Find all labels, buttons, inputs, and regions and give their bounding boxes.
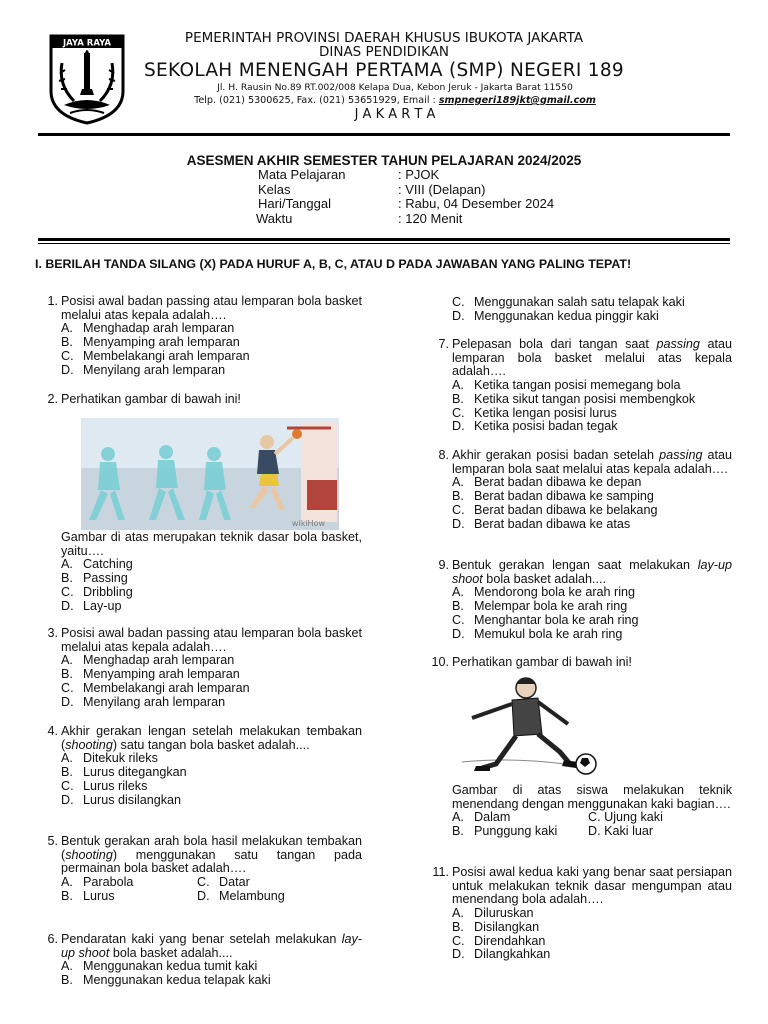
option-letter: A. [452, 475, 464, 490]
question-stem [61, 933, 362, 960]
answer-option[interactable] [452, 948, 732, 962]
answer-option[interactable] [61, 696, 362, 710]
stem-part: ) menggunakan satu tangan pada permainan bola basket adalah…. [61, 847, 362, 876]
question-stem: Posisi awal badan passing atau lemparan bola basket melalui atas kepala adalah…. [61, 626, 362, 654]
answer-option[interactable] [61, 890, 197, 904]
option-letter: B. [452, 391, 464, 406]
header-address: Jl. H. Rausin No.89 RT.002/008 Kelapa Dua, Kebon Jeruk - Jakarta Barat 11550 [217, 82, 573, 93]
option-letter: B. [452, 599, 464, 614]
answer-option-row [61, 890, 362, 904]
stem-part: bola basket adalah.... [109, 945, 233, 960]
option-letter: C. [452, 612, 465, 627]
answer-option[interactable] [452, 935, 732, 949]
option-text: Menghadap arah lemparan [83, 321, 235, 336]
meta-value: : 120 Menit [398, 210, 463, 226]
basketball-layup-image [81, 418, 339, 530]
question-stem: Perhatikan gambar di bawah ini! [61, 392, 241, 406]
question-6 [34, 933, 362, 988]
exam-meta [258, 168, 554, 226]
question-7 [425, 338, 732, 434]
answer-option[interactable] [61, 766, 362, 780]
answer-option[interactable] [61, 780, 362, 794]
question-stem [61, 725, 362, 752]
answer-option[interactable] [61, 876, 197, 890]
question-stem [452, 559, 732, 586]
exam-title: ASESMEN AKHIR SEMESTER TAHUN PELAJARAN 2024/2025 [186, 153, 582, 168]
question-8 [425, 449, 732, 531]
question-number: 4. [47, 724, 58, 738]
meta-value: : Rabu, 04 Desember 2024 [398, 196, 555, 211]
answer-option[interactable] [452, 921, 732, 935]
option-text: Melempar bola ke arah ring [474, 599, 628, 614]
question-stem [452, 338, 732, 379]
stem-italic: lay-up shoot [452, 558, 732, 586]
stem-italic: shooting [65, 737, 113, 752]
option-text: Berat badan dibawa ke depan [474, 475, 642, 490]
answer-option[interactable] [452, 476, 732, 490]
option-text: Catching [83, 557, 133, 572]
option-letter: A. [452, 906, 464, 921]
option-text: Ketika sikut tangan posisi membengkok [474, 391, 696, 406]
answer-option[interactable] [452, 296, 732, 310]
option-letter: B. [61, 765, 73, 780]
option-text: Dalam [474, 810, 511, 825]
option-text: Berat badan dibawa ke atas [474, 516, 631, 531]
option-text: Datar [219, 875, 250, 890]
meta-key: Mata Pelajaran [258, 167, 346, 182]
meta-divider-thin [38, 243, 730, 244]
answer-option[interactable] [452, 811, 588, 825]
question-number: 7. [438, 337, 449, 351]
option-letter: A. [61, 557, 73, 572]
answer-option[interactable] [452, 628, 732, 642]
stem-part: bola basket adalah.... [482, 571, 607, 586]
option-letter: C. [61, 348, 74, 363]
option-letter: B. [61, 335, 73, 350]
option-letter: A. [452, 585, 464, 600]
question-number: 2. [47, 392, 58, 406]
option-letter: D. [452, 516, 465, 531]
option-letter: C. [61, 680, 74, 695]
question-9 [425, 559, 732, 641]
image-watermark: wikiHow [291, 519, 325, 528]
option-text: Lurus rileks [83, 778, 148, 793]
meta-row [258, 183, 554, 198]
question-5 [34, 835, 362, 904]
answer-option-row [452, 811, 732, 825]
answer-option[interactable] [452, 420, 732, 434]
answer-option[interactable] [61, 336, 362, 350]
question-stem [452, 449, 732, 476]
header-school-name: SEKOLAH MENENGAH PERTAMA (SMP) NEGERI 189 [144, 60, 624, 81]
option-letter: D. [61, 362, 74, 377]
meta-key: Waktu [256, 210, 293, 226]
question-number: 3. [47, 626, 58, 640]
question-number: 10. [431, 655, 449, 669]
stem-italic: lay-up shoot [61, 932, 362, 960]
answer-option[interactable] [452, 490, 732, 504]
answer-option-row [452, 825, 732, 839]
answer-option[interactable] [588, 825, 724, 839]
section-instruction: I. BERILAH TANDA SILANG (X) PADA HURUF A, B, C, ATAU D PADA JAWABAN YANG PALING TEPAT! [35, 257, 632, 271]
answer-option[interactable] [452, 600, 732, 614]
question-number: 11. [432, 865, 449, 879]
option-text: Melambung [219, 888, 285, 903]
option-letter: C. [452, 405, 465, 420]
meta-value: : VIII (Delapan) [398, 181, 486, 197]
option-text: Menyamping arah lemparan [83, 335, 240, 350]
option-text: Ditekuk rileks [83, 751, 158, 766]
question-2 [34, 393, 362, 407]
answer-option[interactable] [61, 974, 362, 988]
option-text: Dilangkahkan [474, 947, 551, 962]
option-text: Menggunakan kedua tumit kaki [83, 959, 258, 974]
option-text: Memukul bola ke arah ring [474, 626, 623, 641]
question-3 [34, 627, 362, 709]
stem-part: Akhir gerakan lengan setelah melakukan tembakan ( [61, 724, 362, 752]
meta-divider-thick [38, 238, 730, 241]
answer-option[interactable] [61, 572, 362, 586]
answer-option[interactable] [452, 825, 588, 839]
answer-option[interactable] [61, 654, 362, 668]
question-4 [34, 725, 362, 807]
question-stem: Gambar di atas merupakan teknik dasar bola basket, yaitu…. [61, 530, 362, 558]
option-text: Membelakangi arah lemparan [83, 680, 250, 695]
answer-option[interactable] [588, 811, 724, 825]
answer-option[interactable] [452, 518, 732, 532]
option-letter: D. [452, 626, 465, 641]
meta-value: : PJOK [398, 167, 440, 182]
option-text: Dribbling [83, 584, 133, 599]
answer-option[interactable] [452, 407, 732, 421]
option-text: Direndahkan [474, 933, 546, 948]
answer-option[interactable] [61, 558, 362, 572]
option-letter: D. [61, 694, 74, 709]
option-text: Menghadap arah lemparan [83, 653, 235, 668]
answer-option[interactable] [452, 379, 732, 393]
option-letter: A. [452, 810, 464, 825]
answer-option[interactable] [61, 682, 362, 696]
option-letter: C. [197, 875, 210, 890]
option-letter: D. [61, 598, 74, 613]
option-letter: B. [452, 824, 464, 839]
option-text: Menggunakan salah satu telapak kaki [474, 295, 685, 309]
answer-option[interactable] [452, 586, 732, 600]
option-text: Lurus ditegangkan [83, 765, 187, 780]
question-stem: Gambar di atas siswa melakukan teknik menendang dengan menggunakan kaki bagian…. [452, 783, 732, 811]
option-text: Menggunakan kedua telapak kaki [83, 973, 271, 988]
answer-option[interactable] [197, 890, 333, 904]
option-letter: A. [61, 321, 73, 336]
option-text: Menyamping arah lemparan [83, 667, 240, 682]
answer-option[interactable] [197, 876, 333, 890]
option-text: Berat badan dibawa ke samping [474, 489, 654, 504]
answer-option[interactable] [61, 350, 362, 364]
option-letter: C. [61, 778, 74, 793]
question-stem [61, 835, 362, 876]
answer-option[interactable] [61, 752, 362, 766]
answer-option[interactable] [61, 794, 362, 808]
option-text: Punggung kaki [474, 824, 558, 839]
header-contact-phone: Telp. (021) 5300625, Fax. (021) 53651929, Email : [194, 95, 439, 106]
option-letter: D. [197, 888, 210, 903]
stem-part: Pelepasan bola dari tangan saat [452, 337, 657, 351]
header-city: J A K A R T A [354, 107, 436, 122]
question-10-body [425, 784, 732, 839]
option-text: Mendorong bola ke arah ring [474, 585, 636, 600]
option-letter: B. [61, 973, 73, 988]
answer-option[interactable] [61, 668, 362, 682]
stem-italic: passing [656, 337, 700, 351]
option-letter: D. [452, 308, 465, 323]
question-number: 8. [438, 448, 449, 462]
question-number: 5. [47, 834, 58, 848]
stem-italic: passing [659, 448, 703, 462]
option-text: Lurus [83, 888, 115, 903]
option-text: C. Ujung kaki [588, 810, 663, 825]
question-stem: Posisi awal kedua kaki yang benar saat persiapan untuk melakukan teknik dasar mengumpan atau menendang bola adalah…. [452, 865, 732, 907]
option-text: Menghantar bola ke arah ring [474, 612, 639, 627]
question-11 [425, 866, 732, 962]
option-letter: B. [61, 571, 73, 586]
answer-option[interactable] [61, 960, 362, 974]
answer-option[interactable] [61, 586, 362, 600]
option-text: Menggunakan kedua pinggir kaki [474, 308, 659, 323]
header-divider [38, 133, 730, 136]
option-letter: A. [61, 959, 73, 974]
question-stem: Posisi awal badan passing atau lemparan bola basket melalui atas kepala adalah…. [61, 294, 362, 322]
option-text: D. Kaki luar [588, 824, 654, 839]
stem-part: Akhir gerakan posisi badan setelah [452, 448, 660, 462]
option-letter: D. [452, 947, 465, 962]
meta-row [258, 197, 554, 212]
question-6-continued [425, 296, 732, 323]
option-letter: B. [61, 667, 73, 682]
answer-option[interactable] [61, 600, 362, 614]
question-number: 9. [438, 558, 449, 572]
stem-part: Pendaratan kaki yang benar setelah melakukan [61, 932, 342, 946]
answer-option[interactable] [452, 504, 732, 518]
stem-part: Bentuk gerakan lengan saat melakukan [452, 558, 698, 572]
answer-option[interactable] [452, 614, 732, 628]
answer-option-row [61, 876, 362, 890]
option-letter: B. [452, 919, 464, 934]
option-text: Ketika lengan posisi lurus [474, 405, 617, 420]
option-letter: B. [452, 489, 464, 504]
option-text: Menyilang arah lemparan [83, 694, 226, 709]
answer-option[interactable] [452, 907, 732, 921]
question-number: 1. [47, 294, 58, 308]
option-letter: A. [61, 875, 73, 890]
header-government: PEMERINTAH PROVINSI DAERAH KHUSUS IBUKOTA JAKARTA [184, 30, 584, 46]
option-letter: D. [61, 792, 74, 807]
option-text: Lurus disilangkan [83, 792, 182, 807]
question-10 [425, 656, 732, 670]
option-text: Menyilang arah lemparan [83, 362, 226, 377]
option-text: Parabola [83, 875, 134, 890]
meta-row [256, 212, 554, 227]
soccer-kick-image [452, 672, 604, 778]
option-letter: D. [452, 419, 465, 434]
stem-part: atau lemparan bola saat melalui atas kepala adalah…. [452, 448, 732, 476]
option-text: Ketika tangan posisi memegang bola [474, 378, 681, 393]
option-letter: C. [61, 584, 74, 599]
option-letter: C. [452, 502, 465, 517]
option-text: Berat badan dibawa ke belakang [474, 502, 658, 517]
option-text: Ketika posisi badan tegak [474, 419, 618, 434]
option-letter: B. [61, 888, 73, 903]
question-2-body [34, 531, 362, 613]
meta-key: Hari/Tanggal [258, 196, 331, 211]
option-text: Lay-up [83, 598, 122, 613]
meta-key: Kelas [258, 181, 291, 197]
stem-italic: shooting [65, 847, 113, 862]
option-letter: A. [61, 653, 73, 668]
meta-row [258, 168, 554, 183]
stem-part: ) satu tangan bola basket adalah.... [112, 737, 310, 752]
option-letter: C. [452, 933, 465, 948]
option-letter: A. [61, 751, 73, 766]
question-1 [34, 295, 362, 377]
stem-part: Bentuk gerakan arah bola hasil melakukan tembakan ( [61, 834, 362, 862]
option-letter: C. [452, 295, 465, 309]
answer-option[interactable] [61, 364, 362, 378]
option-text: Passing [83, 571, 128, 586]
header-contact [22, 95, 768, 106]
stem-part: atau lemparan bola basket melalui atas kepala adalah…. [452, 337, 732, 379]
answer-option[interactable] [61, 322, 362, 336]
header-email-link[interactable]: smpnegeri189jkt@gmail.com [438, 95, 596, 106]
option-letter: A. [452, 378, 464, 393]
option-text: Disilangkan [474, 919, 540, 934]
answer-option[interactable] [452, 393, 732, 407]
question-stem: Perhatikan gambar di bawah ini! [452, 655, 632, 669]
option-text: Membelakangi arah lemparan [83, 348, 250, 363]
option-text: Diluruskan [474, 906, 534, 921]
emblem-label: JAYA RAYA [62, 38, 112, 49]
header-department: DINAS PENDIDIKAN [318, 44, 450, 60]
question-number: 6. [47, 932, 58, 946]
answer-option[interactable] [452, 310, 732, 324]
